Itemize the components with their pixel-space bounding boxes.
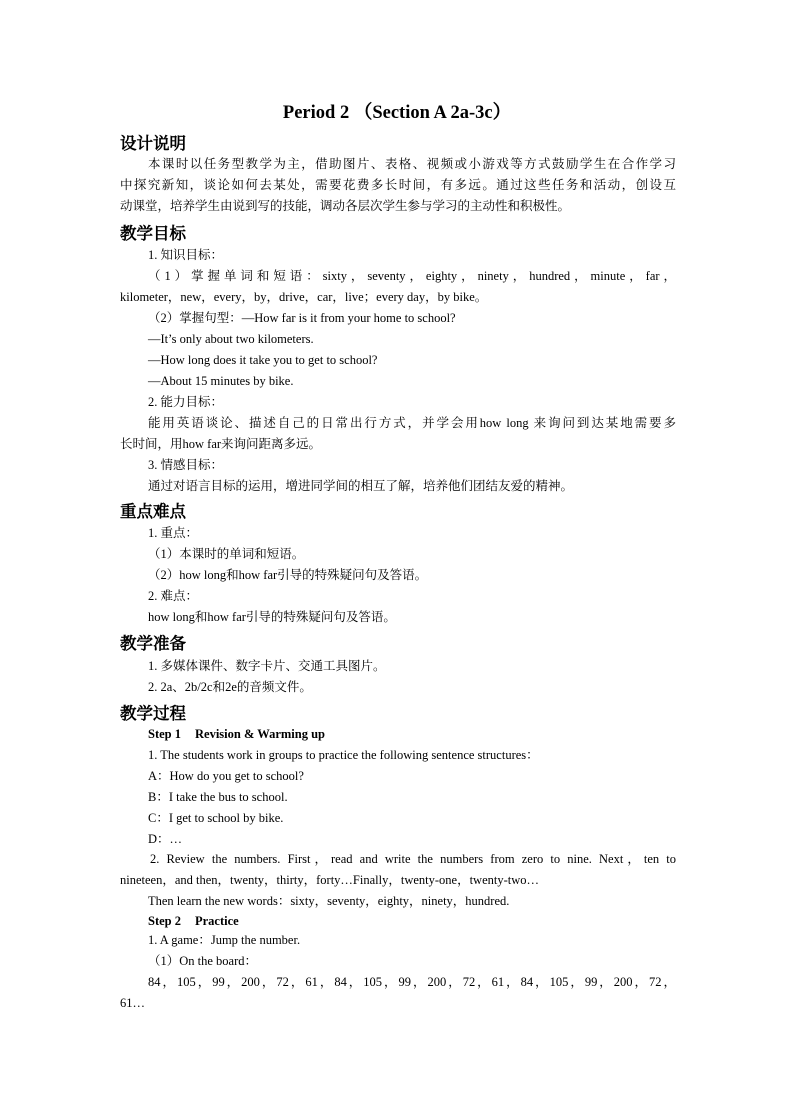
ability-line-2: 长时间，用how far来询问距离多远。 (120, 437, 322, 451)
step1-item-3: Then learn the new words：sixty，seventy，eighty，ninety，hundred. (148, 894, 510, 908)
step1-label: Step 1 (148, 727, 181, 741)
ability-line-1: 能用英语谈论、描述自己的日常出行方式，并学会用how long 来询问到达某地需要多 (148, 416, 676, 430)
knowledge-vocab-line-1: （1）掌握单词和短语：sixty，seventy，eighty，ninety，hundred，minute，far， (148, 269, 676, 283)
heading-keypoints: 重点难点 (120, 502, 186, 521)
knowledge-sentence-b: —How long does it take you to get to school? (148, 353, 378, 367)
step1-item-2-line-1: 2. Review the numbers. First，read and write the numbers from zero to nine. Next，ten to (150, 852, 676, 866)
knowledge-sentence: （2）掌握句型：—How far is it from your home to school? (148, 311, 456, 325)
step1-dialogue-a: A：How do you get to school? (148, 769, 304, 783)
step2-title: Practice (195, 914, 239, 928)
emotion-line: 通过对语言目标的运用，增进同学间的相互了解，培养他们团结友爱的精神。 (148, 479, 574, 493)
knowledge-sentence-c: —About 15 minutes by bike. (148, 374, 294, 388)
step2-item-1: 1. A game：Jump the number. (148, 933, 301, 947)
step2-board-label: （1）On the board： (148, 954, 258, 968)
ability-title: 2. 能力目标： (148, 395, 224, 409)
preparation-item-1: 1. 多媒体课件、数字卡片、交通工具图片。 (148, 659, 386, 673)
heading-preparation: 教学准备 (120, 634, 186, 653)
step2-numbers-line-2: 61… (120, 996, 145, 1010)
knowledge-sentence-a: —It’s only about two kilometers. (148, 332, 314, 346)
step1-item-2-line-2: nineteen，and then，twenty，thirty，forty…Finally，twenty-one，twenty-two… (120, 873, 540, 887)
key-title: 1. 重点： (148, 526, 199, 540)
difficulty-item-1: how long和how far引导的特殊疑问句及答语。 (148, 610, 396, 624)
knowledge-vocab-line-2: kilometer，new，every，by，drive，car，live；every day，by bike。 (120, 290, 488, 304)
step1-dialogue-d: D：… (148, 832, 183, 846)
heading-objectives: 教学目标 (120, 224, 186, 243)
step1-dialogue-b: B：I take the bus to school. (148, 790, 288, 804)
key-item-2: （2）how long和how far引导的特殊疑问句及答语。 (148, 568, 428, 582)
heading-process: 教学过程 (120, 704, 186, 723)
design-line-1: 本课时以任务型教学为主，借助图片、表格、视频或小游戏等方式鼓励学生在合作学习 (148, 157, 676, 171)
step2-heading (148, 911, 676, 931)
design-line-3: 动课堂，培养学生由说到写的技能，调动各层次学生参与学习的主动性和积极性。 (120, 199, 571, 213)
step1-dialogue-c: C：I get to school by bike. (148, 811, 284, 825)
knowledge-title: 1. 知识目标： (148, 248, 224, 262)
step1-item-1: 1. The students work in groups to practice the following sentence structures： (148, 748, 539, 762)
step2-numbers-line-1: 84，105，99，200，72，61，84，105，99，200，72，61，84，105，99，200，72， (148, 975, 676, 989)
page-title: Period 2 （Section A 2a-3c） (282, 103, 512, 123)
heading-design: 设计说明 (120, 134, 186, 153)
key-item-1: （1）本课时的单词和短语。 (148, 547, 305, 561)
design-line-2: 中探究新知，谈论如何去某处，需要花费多长时间，有多远。通过这些任务和活动，创设互 (120, 178, 676, 192)
preparation-item-2: 2. 2a、2b/2c和2e的音频文件。 (148, 680, 312, 694)
step1-heading (148, 724, 676, 744)
step1-title: Revision & Warming up (195, 727, 325, 741)
step2-label: Step 2 (148, 914, 181, 928)
emotion-title: 3. 情感目标： (148, 458, 224, 472)
difficulty-title: 2. 难点： (148, 589, 199, 603)
